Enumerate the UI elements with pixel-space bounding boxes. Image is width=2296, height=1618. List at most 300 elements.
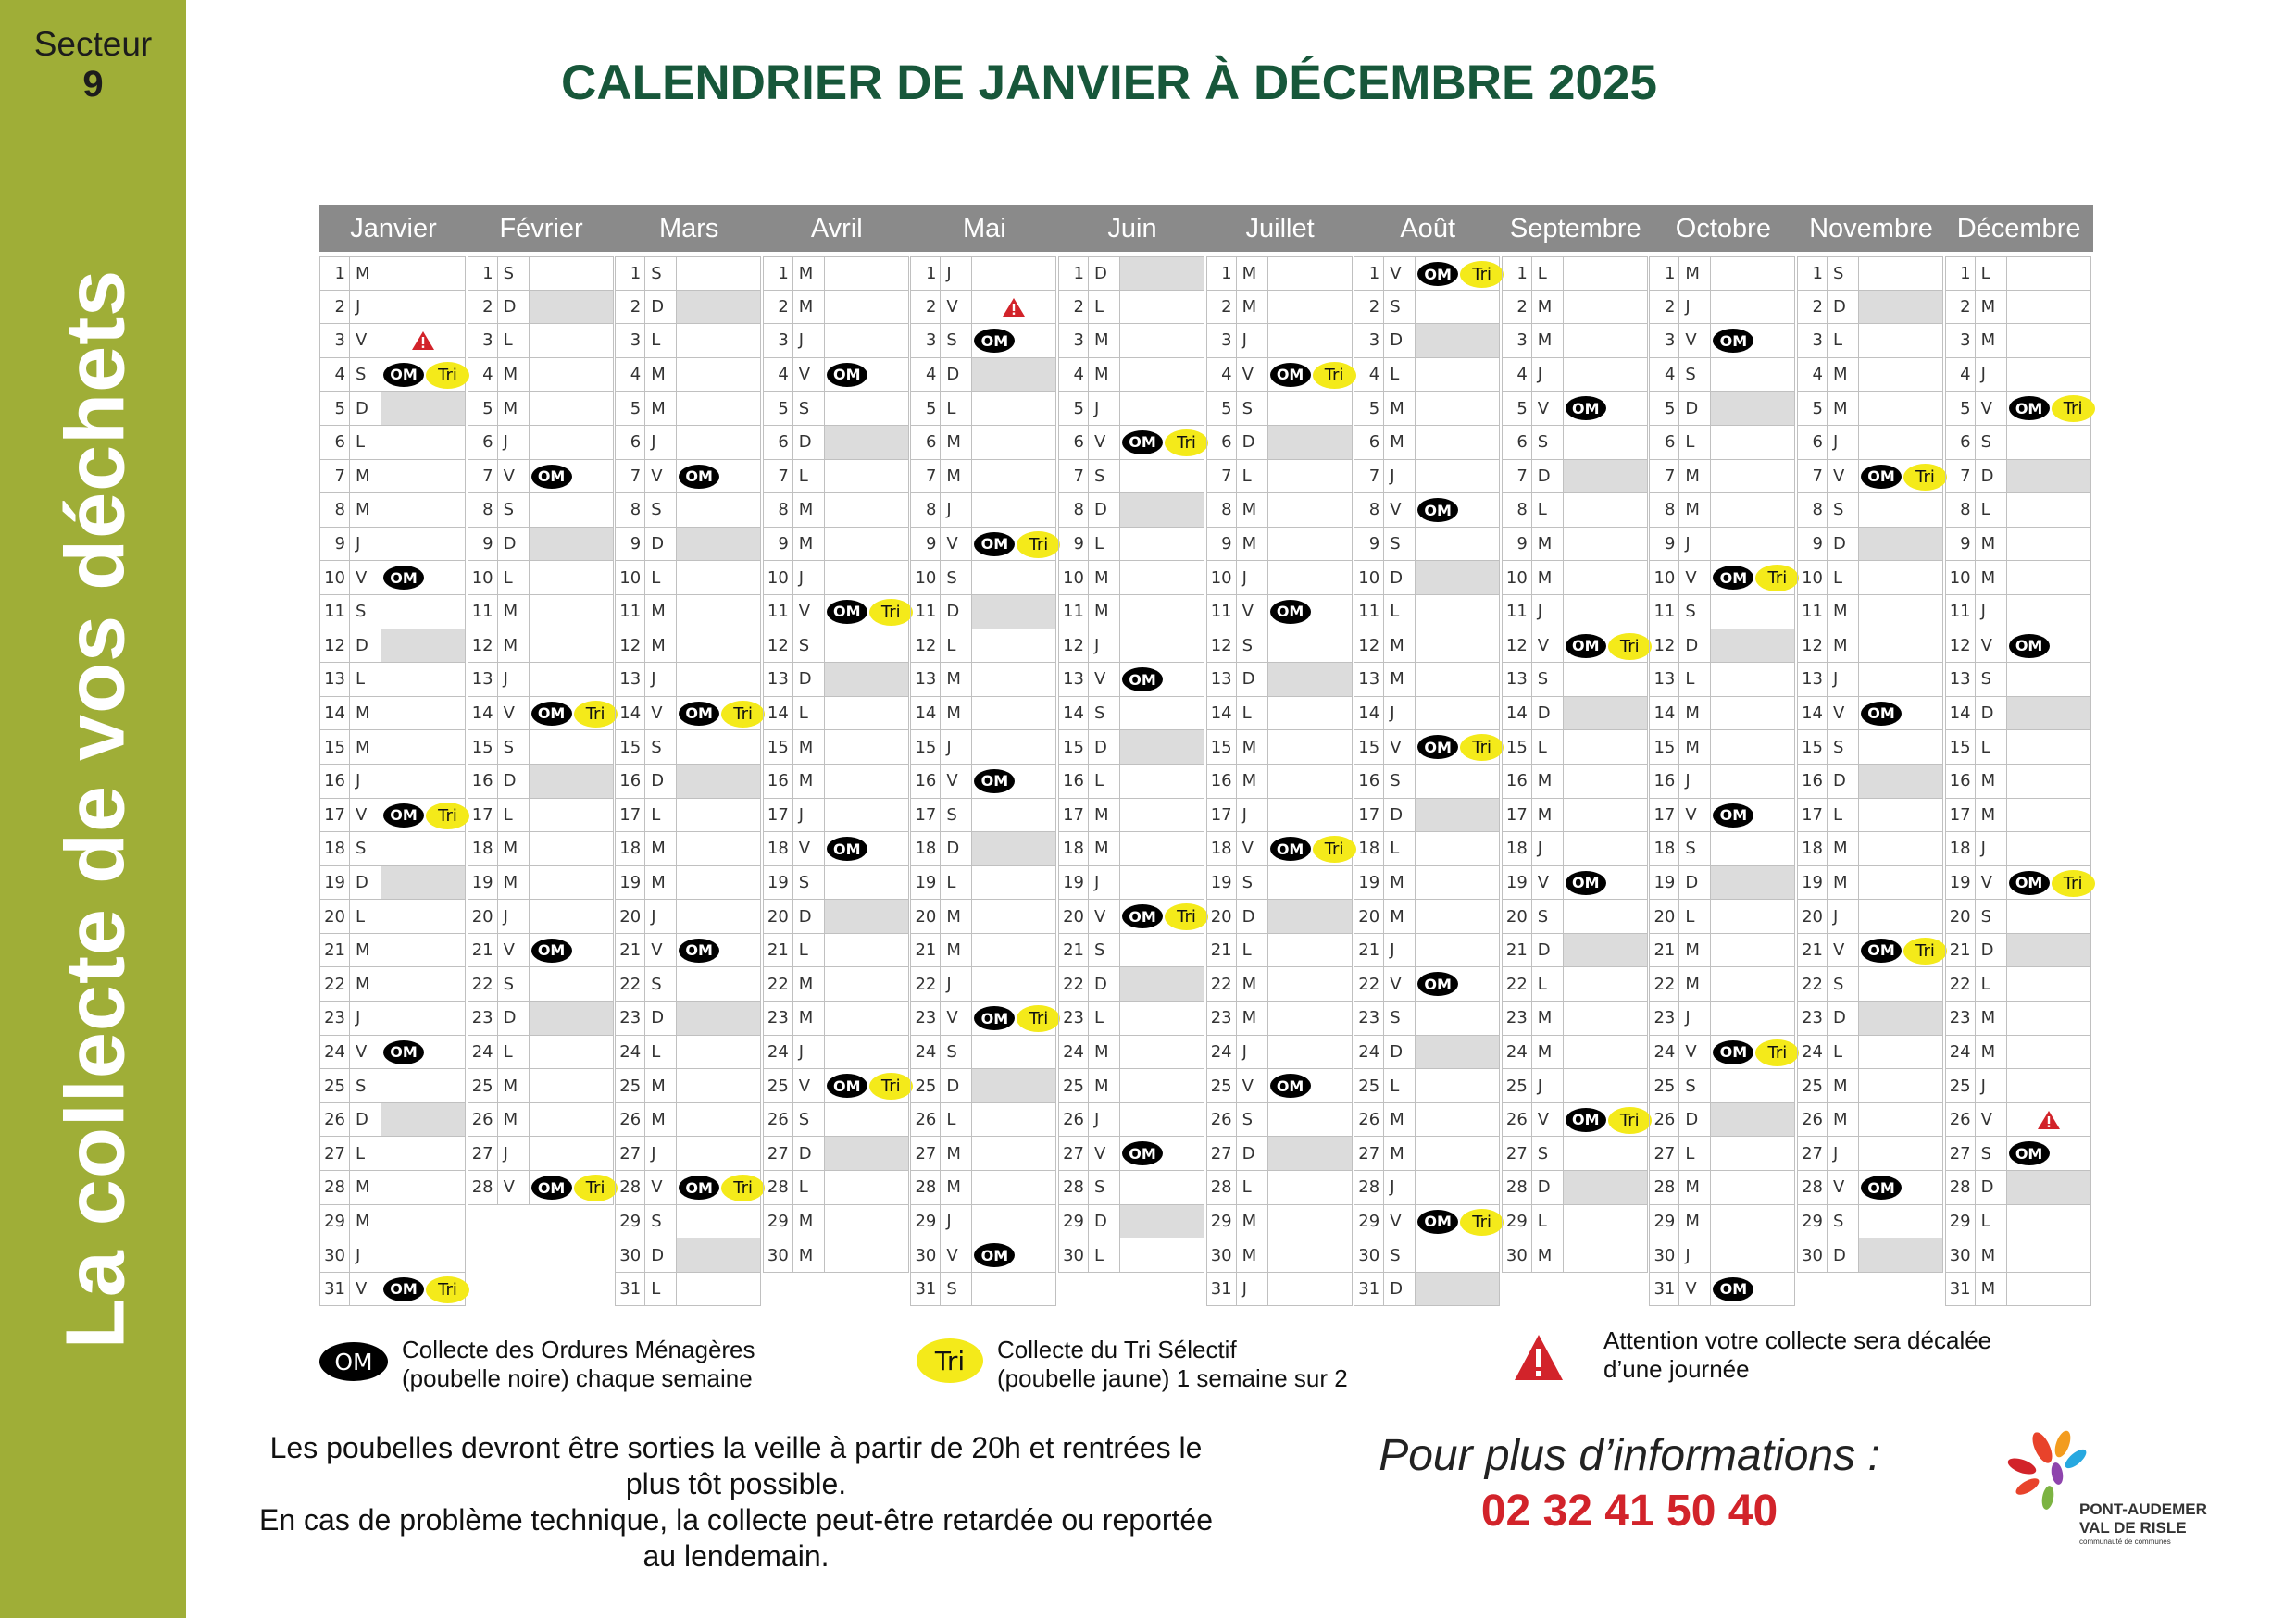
day-row <box>1354 324 1500 358</box>
day-letter: J <box>941 967 972 1001</box>
day-number: 13 <box>1059 663 1089 696</box>
day-number: 3 <box>1354 324 1384 357</box>
day-row <box>1058 967 1204 1002</box>
tri-badge: Tri <box>869 1073 913 1100</box>
day-letter: S <box>1828 1205 1859 1238</box>
day-number: 11 <box>1946 595 1976 629</box>
day-row <box>1649 1036 1795 1070</box>
day-row <box>615 595 761 629</box>
day-number: 24 <box>911 1036 941 1069</box>
day-row <box>319 1137 466 1171</box>
day-number: 25 <box>320 1069 350 1102</box>
day-number: 20 <box>468 900 498 933</box>
day-number: 27 <box>468 1137 498 1170</box>
day-letter: D <box>941 832 972 865</box>
day-row <box>615 730 761 765</box>
day-letter: D <box>793 900 825 933</box>
day-row <box>1649 1238 1795 1273</box>
day-row <box>1649 799 1795 833</box>
day-number: 14 <box>1207 697 1237 730</box>
day-row <box>1206 1069 1353 1103</box>
calendar-grid <box>319 205 2092 1306</box>
day-number: 17 <box>616 799 645 832</box>
day-letter: L <box>350 900 381 933</box>
day-row <box>1945 1103 2091 1138</box>
day-letter: M <box>645 1103 677 1137</box>
logo-line1: PONT-AUDEMER <box>2079 1500 2207 1518</box>
day-row <box>468 934 614 968</box>
om-badge: OM <box>1122 667 1163 691</box>
day-number: 6 <box>1946 426 1976 459</box>
day-row <box>319 900 466 934</box>
day-letter: V <box>498 1171 530 1204</box>
day-number: 7 <box>1354 460 1384 493</box>
weekend-shade <box>381 1103 465 1137</box>
info-paragraph <box>204 1430 1268 1574</box>
day-number: 7 <box>1207 460 1237 493</box>
day-row <box>910 866 1056 901</box>
om-badge: OM <box>1566 634 1606 658</box>
day-number: 3 <box>1946 324 1976 357</box>
day-letter: L <box>1089 291 1120 324</box>
day-number: 17 <box>1650 799 1679 832</box>
day-letter: J <box>1679 528 1711 561</box>
day-number: 4 <box>1798 358 1828 392</box>
day-letter: M <box>1976 1273 2007 1306</box>
day-row <box>1649 900 1795 934</box>
day-row <box>1649 291 1795 325</box>
day-number: 15 <box>1207 730 1237 764</box>
day-letter: L <box>1976 257 2007 290</box>
day-row <box>910 460 1056 494</box>
day-row <box>1502 900 1648 934</box>
day-number: 30 <box>616 1238 645 1272</box>
tri-badge: Tri <box>1755 565 1799 591</box>
day-letter: S <box>350 832 381 865</box>
day-letter: M <box>350 967 381 1001</box>
day-row <box>1206 832 1353 866</box>
page-title-text: CALENDRIER DE JANVIER À DÉCEMBRE 2025 <box>561 55 1657 110</box>
day-row <box>319 1002 466 1036</box>
day-letter: L <box>350 1137 381 1170</box>
day-row <box>1945 392 2091 426</box>
day-letter: V <box>1089 1137 1120 1170</box>
day-letter: J <box>1532 832 1564 865</box>
day-letter: S <box>1828 257 1859 290</box>
day-row <box>1206 256 1353 291</box>
day-number: 23 <box>1650 1002 1679 1035</box>
day-row <box>1354 1273 1500 1307</box>
day-row <box>1649 595 1795 629</box>
day-row <box>910 392 1056 426</box>
day-letter: M <box>1976 1002 2007 1035</box>
day-row <box>1649 358 1795 392</box>
day-row <box>1502 256 1648 291</box>
day-number: 24 <box>468 1036 498 1069</box>
day-row <box>468 1137 614 1171</box>
om-badge: OM <box>1417 735 1458 759</box>
day-letter: M <box>941 426 972 459</box>
day-row <box>1206 358 1353 392</box>
day-row <box>615 1273 761 1307</box>
day-letter: M <box>793 1238 825 1272</box>
day-number: 13 <box>1798 663 1828 696</box>
day-row <box>319 324 466 358</box>
day-row <box>615 528 761 562</box>
day-row <box>1206 426 1353 460</box>
day-letter: S <box>941 1036 972 1069</box>
day-number: 10 <box>1503 561 1532 594</box>
day-letter: L <box>941 629 972 663</box>
day-letter: M <box>498 832 530 865</box>
day-letter: M <box>1679 967 1711 1001</box>
day-row <box>763 392 909 426</box>
day-letter: L <box>941 866 972 900</box>
day-row <box>1797 967 1943 1002</box>
day-letter: M <box>941 663 972 696</box>
day-letter: D <box>350 629 381 663</box>
day-row <box>1206 1002 1353 1036</box>
day-number: 26 <box>616 1103 645 1137</box>
day-number: 13 <box>320 663 350 696</box>
day-letter: M <box>1976 561 2007 594</box>
day-row <box>1945 1036 2091 1070</box>
day-row <box>319 832 466 866</box>
om-badge: OM <box>1417 972 1458 996</box>
day-row <box>910 629 1056 664</box>
day-row <box>1945 595 2091 629</box>
day-number: 24 <box>616 1036 645 1069</box>
day-number: 8 <box>1503 493 1532 527</box>
day-number: 1 <box>911 257 941 290</box>
day-row <box>763 934 909 968</box>
day-row <box>1797 426 1943 460</box>
day-row <box>1502 1069 1648 1103</box>
day-row <box>1206 324 1353 358</box>
weekend-shade <box>1859 1238 1942 1272</box>
day-letter: D <box>350 1103 381 1137</box>
day-row <box>1058 291 1204 325</box>
day-row <box>763 765 909 799</box>
day-letter: M <box>1679 493 1711 527</box>
day-number: 6 <box>764 426 793 459</box>
day-row <box>1354 697 1500 731</box>
legend-warning-line1: Attention votre collecte sera décalée <box>1603 1326 1992 1354</box>
day-letter: M <box>645 595 677 629</box>
day-letter: V <box>1237 358 1268 392</box>
day-letter: M <box>498 392 530 425</box>
day-letter: D <box>1828 1238 1859 1272</box>
day-row <box>1502 460 1648 494</box>
day-row <box>615 291 761 325</box>
day-row <box>319 392 466 426</box>
day-number: 19 <box>616 866 645 900</box>
day-row <box>1354 1036 1500 1070</box>
day-letter: M <box>1384 392 1416 425</box>
day-row <box>1502 1137 1648 1171</box>
day-letter: M <box>1976 799 2007 832</box>
day-row <box>1354 866 1500 901</box>
day-row <box>319 1205 466 1239</box>
weekend-shade <box>1416 324 1499 357</box>
day-number: 23 <box>911 1002 941 1035</box>
day-letter: M <box>1679 730 1711 764</box>
day-row <box>1649 1103 1795 1138</box>
day-letter: L <box>1976 730 2007 764</box>
day-letter: L <box>1237 1171 1268 1204</box>
day-number: 23 <box>616 1002 645 1035</box>
day-number: 2 <box>911 291 941 324</box>
day-letter: M <box>498 629 530 663</box>
info-line3: En cas de problème technique, la collecte peut-être retardée ou reportée <box>259 1503 1213 1537</box>
om-badge: OM <box>531 465 572 489</box>
day-number: 19 <box>1207 866 1237 900</box>
day-row <box>1502 1205 1648 1239</box>
day-row <box>1058 324 1204 358</box>
day-row <box>910 697 1056 731</box>
day-number: 25 <box>1798 1069 1828 1102</box>
day-row <box>319 967 466 1002</box>
day-number: 15 <box>1798 730 1828 764</box>
day-number: 18 <box>911 832 941 865</box>
day-letter: J <box>793 561 825 594</box>
om-badge: OM <box>531 702 572 726</box>
day-letter: L <box>645 799 677 832</box>
day-row <box>1797 1238 1943 1273</box>
day-row <box>1354 765 1500 799</box>
month-header: Août <box>1354 205 1502 252</box>
tri-badge: Tri <box>574 701 618 728</box>
day-letter: J <box>350 291 381 324</box>
weekend-shade <box>677 1238 760 1272</box>
day-number: 3 <box>1503 324 1532 357</box>
weekend-shade <box>972 358 1055 392</box>
day-letter: M <box>1976 291 2007 324</box>
day-row <box>319 256 466 291</box>
day-letter: M <box>1089 595 1120 629</box>
day-letter: D <box>1976 1171 2007 1204</box>
day-letter: M <box>941 460 972 493</box>
day-number: 30 <box>764 1238 793 1272</box>
day-row <box>615 1171 761 1205</box>
day-number: 24 <box>1059 1036 1089 1069</box>
weekend-shade <box>972 1069 1055 1102</box>
day-row <box>1354 1002 1500 1036</box>
day-letter: J <box>793 799 825 832</box>
day-number: 14 <box>911 697 941 730</box>
day-number: 30 <box>1650 1238 1679 1272</box>
day-letter: S <box>1828 493 1859 527</box>
day-letter: M <box>1089 561 1120 594</box>
day-row <box>1354 730 1500 765</box>
day-number: 26 <box>1503 1103 1532 1137</box>
day-number: 19 <box>320 866 350 900</box>
day-row <box>763 629 909 664</box>
om-badge: OM <box>1122 1141 1163 1165</box>
day-letter: M <box>1237 493 1268 527</box>
day-row <box>1206 866 1353 901</box>
sector-number: 9 <box>82 64 104 105</box>
month-column <box>1649 256 1795 1306</box>
om-badge: OM <box>1713 1040 1753 1064</box>
day-number: 11 <box>1503 595 1532 629</box>
day-row <box>1354 1238 1500 1273</box>
day-number: 23 <box>1503 1002 1532 1035</box>
day-number: 28 <box>764 1171 793 1204</box>
day-number: 30 <box>1207 1238 1237 1272</box>
day-letter: M <box>1532 1002 1564 1035</box>
day-number: 15 <box>1503 730 1532 764</box>
om-badge: OM <box>1270 837 1311 861</box>
day-letter: L <box>1089 1002 1120 1035</box>
day-row <box>1945 460 2091 494</box>
day-row <box>1797 1002 1943 1036</box>
day-letter: D <box>1828 1002 1859 1035</box>
day-number: 29 <box>764 1205 793 1238</box>
day-letter: J <box>1237 1273 1268 1306</box>
om-badge: OM <box>1861 939 1902 963</box>
day-letter: D <box>498 291 530 324</box>
day-number: 27 <box>1503 1137 1532 1170</box>
day-letter: M <box>1976 1036 2007 1069</box>
day-letter: S <box>1532 900 1564 933</box>
day-letter: V <box>1532 629 1564 663</box>
day-number: 14 <box>616 697 645 730</box>
day-number: 28 <box>320 1171 350 1204</box>
weekend-shade <box>1120 257 1204 290</box>
day-letter: V <box>645 1171 677 1204</box>
day-number: 10 <box>1946 561 1976 594</box>
day-letter: S <box>1089 697 1120 730</box>
day-row <box>1945 528 2091 562</box>
day-letter: M <box>1976 324 2007 357</box>
day-row <box>763 799 909 833</box>
day-number: 6 <box>1059 426 1089 459</box>
day-letter: V <box>1237 832 1268 865</box>
day-letter: S <box>1976 900 2007 933</box>
day-number: 31 <box>616 1273 645 1306</box>
day-row <box>1502 799 1648 833</box>
day-number: 23 <box>320 1002 350 1035</box>
day-letter: V <box>1679 1036 1711 1069</box>
day-letter: M <box>1384 1103 1416 1137</box>
day-row <box>1502 663 1648 697</box>
tri-badge: Tri <box>721 1175 765 1201</box>
day-row <box>468 358 614 392</box>
day-number: 15 <box>1650 730 1679 764</box>
day-letter: L <box>645 561 677 594</box>
day-number: 18 <box>320 832 350 865</box>
day-letter: M <box>350 1205 381 1238</box>
day-letter: L <box>498 561 530 594</box>
day-number: 16 <box>1503 765 1532 798</box>
day-number: 1 <box>1207 257 1237 290</box>
day-row <box>1502 528 1648 562</box>
day-number: 15 <box>616 730 645 764</box>
day-letter: M <box>1237 257 1268 290</box>
day-row <box>1649 1002 1795 1036</box>
day-number: 26 <box>911 1103 941 1137</box>
day-row <box>319 561 466 595</box>
day-letter: M <box>941 697 972 730</box>
day-number: 7 <box>1798 460 1828 493</box>
day-letter: J <box>1089 629 1120 663</box>
day-row <box>1797 1036 1943 1070</box>
day-row <box>1649 528 1795 562</box>
day-number: 16 <box>1354 765 1384 798</box>
day-row <box>1502 426 1648 460</box>
day-number: 21 <box>1059 934 1089 967</box>
day-number: 22 <box>1798 967 1828 1001</box>
day-row <box>1797 629 1943 664</box>
day-number: 27 <box>1354 1137 1384 1170</box>
day-row <box>468 595 614 629</box>
page-title <box>563 50 1655 115</box>
day-letter: V <box>1532 1103 1564 1137</box>
weekend-shade <box>1416 1036 1499 1069</box>
day-row <box>1206 934 1353 968</box>
month-header: Novembre <box>1797 205 1945 252</box>
day-letter: J <box>941 257 972 290</box>
day-number: 5 <box>320 392 350 425</box>
day-number: 17 <box>764 799 793 832</box>
day-number: 25 <box>1059 1069 1089 1102</box>
day-number: 22 <box>468 967 498 1001</box>
day-number: 1 <box>1059 257 1089 290</box>
day-number: 4 <box>1650 358 1679 392</box>
day-number: 5 <box>1650 392 1679 425</box>
day-row <box>1502 1238 1648 1273</box>
day-letter: V <box>1237 595 1268 629</box>
day-letter: J <box>1828 900 1859 933</box>
month-column <box>319 256 466 1306</box>
day-number: 13 <box>1650 663 1679 696</box>
day-row <box>910 1205 1056 1239</box>
day-number: 19 <box>468 866 498 900</box>
day-number: 16 <box>1207 765 1237 798</box>
day-number: 10 <box>1207 561 1237 594</box>
day-row <box>615 663 761 697</box>
day-row <box>1797 663 1943 697</box>
day-row <box>319 493 466 528</box>
day-row <box>1354 392 1500 426</box>
day-row <box>468 799 614 833</box>
day-letter: V <box>645 697 677 730</box>
day-number: 4 <box>1207 358 1237 392</box>
day-letter: D <box>1384 324 1416 357</box>
day-number: 12 <box>320 629 350 663</box>
day-letter: J <box>1384 934 1416 967</box>
day-letter: J <box>1237 561 1268 594</box>
om-badge: OM <box>1270 1074 1311 1098</box>
day-letter: V <box>1679 561 1711 594</box>
tri-badge: Tri <box>426 803 469 829</box>
day-row <box>1206 1238 1353 1273</box>
day-letter: V <box>1384 1205 1416 1238</box>
day-row <box>1206 1205 1353 1239</box>
day-row <box>763 460 909 494</box>
day-row <box>1945 663 2091 697</box>
day-letter: V <box>941 291 972 324</box>
day-row <box>1354 799 1500 833</box>
day-row <box>1502 291 1648 325</box>
day-letter: L <box>793 934 825 967</box>
day-letter: S <box>645 967 677 1001</box>
day-number: 24 <box>320 1036 350 1069</box>
day-number: 20 <box>1650 900 1679 933</box>
day-number: 30 <box>1946 1238 1976 1272</box>
day-row <box>615 765 761 799</box>
